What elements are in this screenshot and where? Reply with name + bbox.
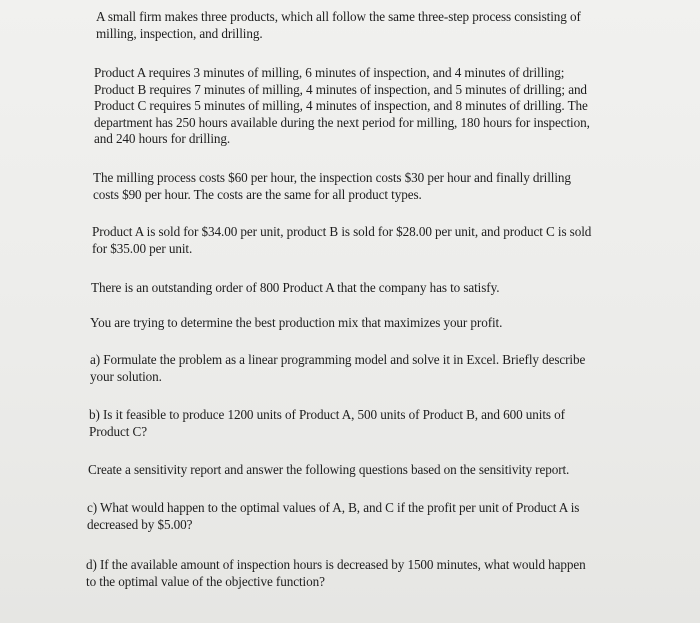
text-line: A small firm makes three products, which all follow the same three-step process consisting of: [96, 9, 581, 24]
text-line: Create a sensitivity report and answer the following questions based on the sensitivity report.: [88, 462, 570, 477]
text-line: There is an outstanding order of 800 Product A that the company has to satisfy.: [91, 280, 500, 295]
text-line: Product B requires 7 minutes of milling, 4 minutes of inspection, and 5 minutes of drilling; and: [94, 81, 587, 97]
text-line: your solution.: [90, 368, 162, 384]
order-paragraph: [91, 280, 499, 297]
text-line: department has 250 hours available during the next period for milling, 180 hours for inspection,: [94, 114, 590, 130]
sensitivity-instruction: [88, 462, 569, 479]
text-line: The milling process costs $60 per hour, the inspection costs $30 per hour and finally drilling: [93, 170, 571, 185]
text-line: Product A is sold for $34.00 per unit, product B is sold for $28.00 per unit, and product C is sold: [92, 224, 592, 239]
question-b: [89, 407, 565, 440]
question-d: [86, 557, 586, 590]
objective-paragraph: [90, 315, 502, 332]
text-line: You are trying to determine the best production mix that maximizes your profit.: [90, 315, 503, 330]
text-line: a) Formulate the problem as a linear programming model and solve it in Excel. Briefly describe: [90, 352, 586, 367]
text-line: milling, inspection, and drilling.: [96, 25, 263, 41]
prices-paragraph: [92, 224, 591, 257]
text-line: decreased by $5.00?: [87, 516, 193, 532]
text-line: c) What would happen to the optimal values of A, B, and C if the profit per unit of Product A is: [87, 500, 580, 515]
text-line: Product A requires 3 minutes of milling, 6 minutes of inspection, and 4 minutes of drilling;: [94, 65, 565, 80]
question-c: [87, 500, 579, 533]
requirements-paragraph: [94, 65, 590, 148]
text-line: for $35.00 per unit.: [92, 240, 193, 256]
text-line: costs $90 per hour. The costs are the same for all product types.: [93, 186, 422, 202]
intro-paragraph: [96, 9, 581, 42]
text-line: d) If the available amount of inspection hours is decreased by 1500 minutes, what would happen: [86, 557, 586, 572]
text-line: and 240 hours for drilling.: [94, 131, 231, 146]
costs-paragraph: [93, 170, 571, 203]
text-line: Product C?: [89, 423, 147, 439]
text-line: Product C requires 5 minutes of milling, 4 minutes of inspection, and 8 minutes of drilling. The: [94, 98, 588, 113]
text-line: b) Is it feasible to produce 1200 units of Product A, 500 units of Product B, and 600 units of: [89, 407, 565, 422]
question-a: [90, 352, 585, 385]
text-line: to the optimal value of the objective function?: [86, 573, 325, 589]
